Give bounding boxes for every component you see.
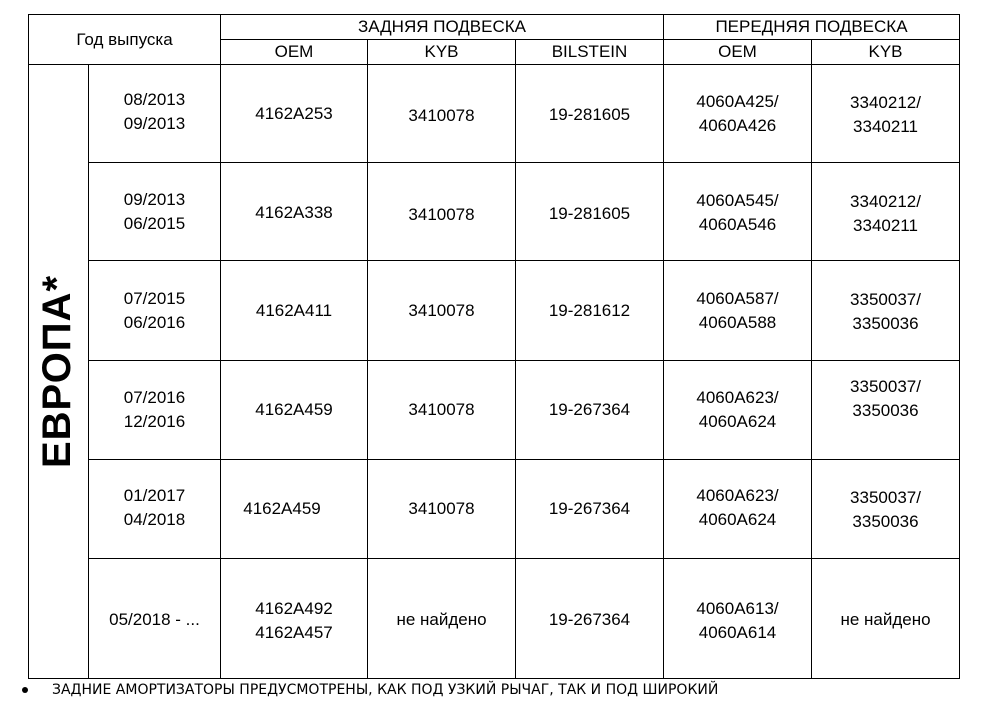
front-kyb-value-2: 3340211	[853, 117, 918, 136]
year-start: 07/2015	[123, 289, 186, 308]
table-border-right	[959, 14, 960, 679]
front-oem-cell	[664, 482, 811, 534]
rear-bilstein-cell: 19-267364	[548, 400, 631, 419]
year-of-release-header: Год выпуска	[76, 29, 173, 49]
front-kyb-cell	[812, 373, 959, 425]
column-header-rear-bilstein: BILSTEIN	[551, 42, 628, 61]
year-cell	[89, 384, 220, 436]
footnote-text: ЗАДНИЕ АМОРТИЗАТОРЫ ПРЕДУСМОТРЕНЫ, КАК ПОД УЗКИЙ РЫЧАГ, ТАК И ПОД ШИРОКИЙ	[52, 682, 719, 698]
header-bottom-border	[28, 64, 960, 65]
year-end: 09/2013	[123, 114, 186, 133]
region-column-divider	[88, 64, 89, 679]
column-header-front-kyb: KYB	[868, 42, 903, 61]
rear-bilstein-cell: 19-281605	[548, 204, 631, 223]
front-oem-value-1: 4060A545/	[696, 191, 779, 210]
rear-oem-value: 4162A459	[255, 400, 333, 419]
front-kyb-value-1: 3350037/	[850, 290, 921, 309]
region-label-europe	[28, 65, 88, 678]
front-oem-cell	[664, 187, 811, 239]
year-cell	[89, 285, 220, 337]
column-divider	[367, 39, 368, 679]
front-oem-cell	[664, 595, 811, 647]
rear-oem-cell	[221, 497, 343, 521]
rear-oem-cell	[221, 102, 367, 126]
front-kyb-cell	[812, 484, 959, 536]
year-start: 07/2016	[123, 388, 186, 407]
rear-kyb-cell: не найдено	[396, 610, 487, 629]
rear-oem-cell	[221, 398, 367, 422]
rear-bilstein-cell: 19-281612	[548, 301, 631, 320]
row-divider	[88, 558, 960, 559]
year-start: 08/2013	[123, 90, 186, 109]
rear-kyb-cell: 3410078	[408, 205, 475, 224]
year-start: 09/2013	[123, 190, 186, 209]
front-kyb-value-2: 3350036	[852, 512, 919, 531]
front-oem-value-2: 4060A624	[698, 412, 777, 431]
year-cell	[89, 85, 220, 139]
region-label-text: ЕВРОПА*	[35, 274, 80, 469]
front-kyb-cell	[812, 89, 959, 141]
rear-kyb-cell: 3410078	[408, 301, 475, 320]
front-kyb-value-2: 3340211	[853, 216, 918, 235]
year-start: 01/2017	[123, 486, 186, 505]
front-kyb-value-1: 3340212/	[850, 93, 921, 112]
year-end: 06/2016	[123, 313, 186, 332]
rear-oem-value: 4162A492	[255, 599, 333, 618]
rear-oem-cell	[221, 201, 367, 225]
front-oem-cell	[664, 285, 811, 337]
year-end: 12/2016	[123, 412, 186, 431]
front-oem-cell	[664, 384, 811, 436]
front-oem-value-1: 4060A425/	[696, 92, 779, 111]
year-cell	[89, 186, 220, 238]
rear-bilstein-cell: 19-267364	[548, 610, 631, 629]
front-kyb-value-1: 3340212/	[850, 192, 921, 211]
front-kyb-value-2: 3350036	[852, 401, 919, 420]
rear-kyb-cell: 3410078	[408, 400, 475, 419]
footnote	[22, 682, 718, 698]
front-oem-value-1: 4060A613/	[696, 599, 779, 618]
front-oem-value-2: 4060A546	[698, 215, 777, 234]
year-cell	[89, 482, 220, 534]
front-suspension-header: ПЕРЕДНЯЯ ПОДВЕСКА	[715, 17, 908, 36]
front-kyb-cell	[812, 188, 959, 240]
front-kyb-value-1: не найдено	[840, 610, 931, 629]
front-oem-value-1: 4060A623/	[696, 388, 779, 407]
year-end: 04/2018	[123, 510, 186, 529]
rear-oem-value: 4162A253	[255, 104, 333, 123]
row-divider	[88, 459, 960, 460]
front-oem-value-2: 4060A588	[698, 313, 777, 332]
column-header-rear-oem: OEM	[274, 42, 314, 61]
table-border-bottom	[28, 678, 960, 679]
row-divider	[88, 360, 960, 361]
front-oem-value-1: 4060A587/	[696, 289, 779, 308]
front-kyb-value-1: 3350037/	[850, 488, 921, 507]
year-cell	[89, 608, 220, 632]
rear-oem-value: 4162A459	[243, 499, 321, 518]
front-oem-value-2: 4060A614	[698, 623, 777, 642]
column-header-rear-kyb: KYB	[424, 42, 459, 61]
front-kyb-cell	[812, 286, 959, 338]
rear-oem-value-2: 4162A457	[255, 623, 333, 642]
rear-kyb-cell: 3410078	[408, 106, 475, 125]
rear-oem-cell	[221, 299, 367, 323]
rear-oem-value: 4162A338	[255, 203, 333, 222]
front-oem-value-2: 4060A426	[698, 116, 777, 135]
rear-bilstein-cell: 19-281605	[548, 105, 631, 124]
row-divider	[88, 162, 960, 163]
year-start: 05/2018 - ...	[109, 610, 200, 629]
column-header-front-oem: OEM	[718, 42, 757, 61]
column-divider	[515, 39, 516, 679]
front-oem-value-1: 4060A623/	[696, 486, 779, 505]
front-kyb-value-2: 3350036	[852, 314, 919, 333]
rear-kyb-cell: 3410078	[408, 499, 475, 518]
rear-bilstein-cell: 19-267364	[548, 499, 631, 518]
row-divider	[88, 260, 960, 261]
rear-oem-value: 4162A411	[255, 301, 333, 320]
rear-suspension-header: ЗАДНЯЯ ПОДВЕСКА	[357, 17, 527, 36]
front-oem-value-2: 4060A624	[698, 510, 777, 529]
front-kyb-cell	[812, 608, 959, 632]
year-end: 06/2015	[123, 214, 186, 233]
rear-oem-cell	[221, 595, 367, 647]
bullet-icon	[22, 687, 28, 693]
front-kyb-value-1: 3350037/	[850, 377, 921, 396]
front-oem-cell	[664, 88, 811, 140]
